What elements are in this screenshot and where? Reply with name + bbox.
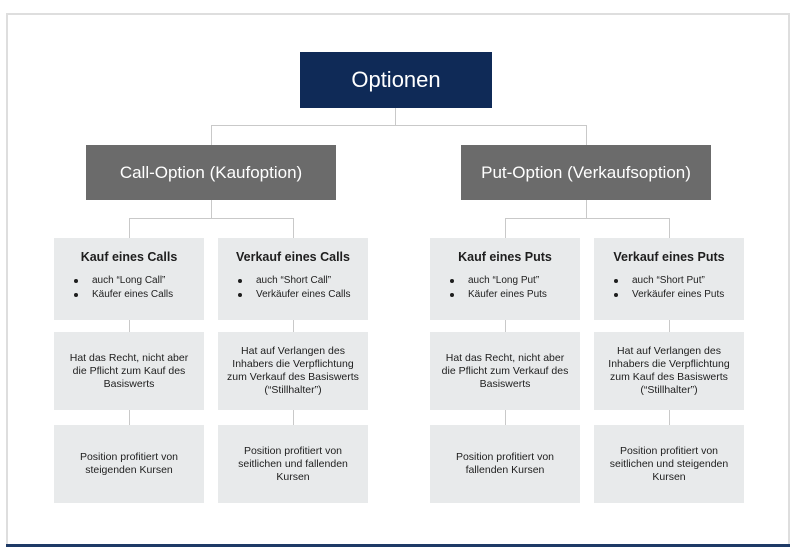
bullet-item: auch “Long Call” <box>70 274 188 288</box>
connector-put-left <box>505 218 506 238</box>
connector-card-1-a <box>129 320 130 332</box>
connector-call-down <box>211 200 212 218</box>
connector-to-call <box>211 125 212 145</box>
bullet-item: auch “Short Put” <box>610 274 728 288</box>
bullet-item: Verkäufer eines Puts <box>610 288 728 302</box>
connector-root-horizontal <box>211 125 587 126</box>
connector-card-4-a <box>669 320 670 332</box>
buy-put-card <box>430 238 580 320</box>
connector-call-left <box>129 218 130 238</box>
sell-call-title: Verkauf eines Calls <box>236 250 350 264</box>
sell-put-obligation: Hat auf Verlangen des Inhabers die Verpflichtung zum Kauf des Basiswerts (“Stillhalter”) <box>594 332 744 410</box>
sell-call-bullets <box>234 274 352 302</box>
buy-call-title: Kauf eines Calls <box>80 250 178 264</box>
connector-to-put <box>586 125 587 145</box>
buy-put-right: Hat das Recht, nicht aber die Pflicht zum Verkauf des Basiswerts <box>430 332 580 410</box>
bottom-accent-bar <box>6 544 790 547</box>
root-node: Optionen <box>300 52 492 108</box>
buy-put-profit: Position profitiert von fallenden Kursen <box>430 425 580 503</box>
connector-call-right <box>293 218 294 238</box>
connector-card-1-b <box>129 410 130 425</box>
sell-call-card <box>218 238 368 320</box>
sell-call-obligation: Hat auf Verlangen des Inhabers die Verpflichtung zum Verkauf des Basiswerts (“Stillhalter”) <box>218 332 368 410</box>
connector-root-down <box>395 108 396 125</box>
bullet-item: Verkäufer eines Calls <box>234 288 352 302</box>
sell-put-profit: Position profitiert von seitlichen und steigenden Kursen <box>594 425 744 503</box>
connector-call-horizontal <box>129 218 294 219</box>
buy-put-title: Kauf eines Puts <box>458 250 552 264</box>
bullet-item: auch “Short Call” <box>234 274 352 288</box>
bullet-item: Käufer eines Calls <box>70 288 188 302</box>
sell-put-card <box>594 238 744 320</box>
connector-card-2-b <box>293 410 294 425</box>
connector-card-3-b <box>505 410 506 425</box>
sell-call-profit: Position profitiert von seitlichen und fallenden Kursen <box>218 425 368 503</box>
put-option-node: Put-Option (Verkaufsoption) <box>461 145 711 200</box>
buy-call-card <box>54 238 204 320</box>
sell-put-title: Verkauf eines Puts <box>613 250 725 264</box>
buy-call-right: Hat das Recht, nicht aber die Pflicht zum Kauf des Basiswerts <box>54 332 204 410</box>
call-option-node: Call-Option (Kaufoption) <box>86 145 336 200</box>
connector-card-3-a <box>505 320 506 332</box>
buy-put-bullets <box>446 274 564 302</box>
connector-put-right <box>669 218 670 238</box>
buy-call-bullets <box>70 274 188 302</box>
sell-put-bullets <box>610 274 728 302</box>
connector-put-horizontal <box>505 218 670 219</box>
bullet-item: auch “Long Put” <box>446 274 564 288</box>
connector-card-4-b <box>669 410 670 425</box>
bullet-item: Käufer eines Puts <box>446 288 564 302</box>
connector-card-2-a <box>293 320 294 332</box>
connector-put-down <box>586 200 587 218</box>
buy-call-profit: Position profitiert von steigenden Kursen <box>54 425 204 503</box>
